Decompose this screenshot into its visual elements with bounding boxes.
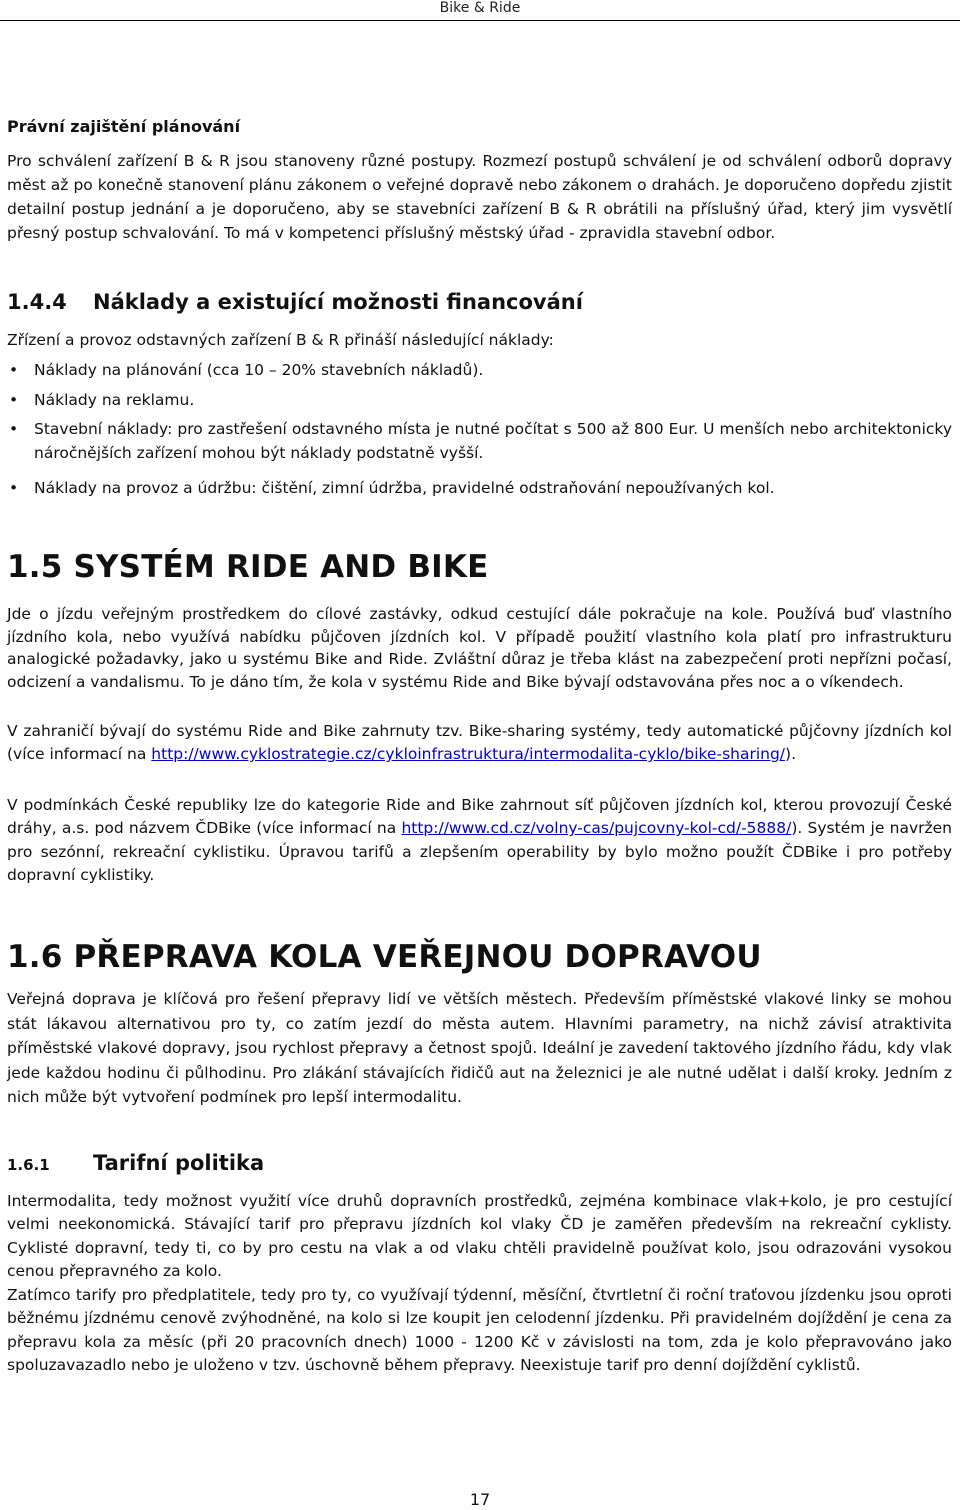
list-item: • Stavební náklady: pro zastřešení odstavného místa je nutné počítat s 500 až 800 Eur. U menších nebo architektonicky náročnějších zařízení mohou být náklady podstatně vyšší.: [7, 417, 952, 465]
section-heading-1-6-1: [7, 1149, 952, 1179]
section-heading-1-6: 1.6 PŘEPRAVA KOLA VEŘEJNOU DOPRAVOU: [7, 939, 762, 975]
paragraph-tariff-1: Intermodalita, tedy možnost využití více druhů dopravních prostředků, zejména kombinace vlak+kolo, je pro cestující velmi neekonomická. Stávající tarif pro přepravu jízdních kol vlaky ČD je zaměřen především na rekreační cyklisty. Cyklisté dopravní, tedy ti, co by pro cestu na vlak a od vlaku chtěli pravidelně používat kolo, jsou odrazováni vysokou cenou přepravného za kolo.: [7, 1192, 952, 1280]
section-number: 1.6.1: [7, 1156, 50, 1174]
page-number: 17: [469, 1490, 491, 1509]
paragraph-cdbike: V podmínkách České republiky lze do kategorie Ride and Bike zahrnout síť půjčoven jízdních kol, kterou provozují České dráhy, a.s. pod názvem ČDBike (více informací na http://www.cd.cz/volny-cas/pujcovny-kol-cd/-5888/). Systém je navržen pro sezónní, rekreační cyklistiku. Úpravou tarifů a zlepšením operability by bylo možno použít ČDBike i pro potřeby dopravní cyklistiky.: [7, 796, 952, 884]
bullet-icon: •: [9, 420, 19, 438]
paragraph-public-transport: Veřejná doprava je klíčová pro řešení přepravy lidí ve větších městech. Především příměstské vlakové linky se mohou stát lákavou alternativou pro ty, co zatím jezdí do města autem. Hlavními parametry, na nichž závisí atraktivita příměstské vlakové dopravy, jsou rychlost přepravy a četnost spojů. Ideální je zavedení taktového jízdního řádu, kdy vlak jede každou hodinu či půlhodinu. Pro zlákání stávajících řidičů aut na železnici je ale nutné udělat i další kroky. Jedním z nich může být vytvoření podmínek pro lepší intermodalitu.: [7, 990, 952, 1106]
section-heading-1-4-4: [7, 288, 952, 316]
section-title: Náklady a existující možnosti financování: [93, 290, 583, 314]
paragraph-legal: Pro schválení zařízení B & R jsou stanoveny různé postupy. Rozmezí postupů schválení je od schválení odborů dopravy měst až po konečně stanovení plánu zákonem o veřejné dopravě nebo zákonem o drahách. Je doporučeno dopředu zjistit detailní postup jednání a je doporučeno, aby se stavebníci zařízení B & R obrátili na příslušný úřad, který jim vysvětlí přesný postup schvalování. To má v kompetenci příslušný městský úřad - zpravidla stavební odbor.: [7, 152, 952, 242]
section-heading-1-5: 1.5 SYSTÉM RIDE AND BIKE: [7, 549, 489, 585]
paragraph-tariff-2: Zatímco tarify pro předplatitele, tedy pro ty, co využívají týdenní, měsíční, čtvrtletní či roční traťovou jízdenku jsou oproti běžnému jízdnému cenově zvýhodněné, na kolo si lze koupit jen celodenní jízdenku. Při pravidelném dojíždění je cena za přepravu kola za měsíc (při 20 pracovních dnech) 1000 - 1200 Kč v závislosti na tom, zda je kolo přepravováno jako spoluzavazadlo nebo je uloženo v tzv. úschovně během přepravy. Neexistuje tarif pro denní dojíždění cyklistů.: [7, 1286, 952, 1374]
section-number: 1.4.4: [7, 290, 67, 314]
bullet-icon: •: [9, 361, 19, 379]
paragraph-bike-sharing: V zahraničí bývají do systému Ride and Bike zahrnuty tzv. Bike-sharing systémy, tedy automatické půjčovny jízdních kol (více informací na http://www.cyklostrategie.cz/cykloinfrastruktura/intermodalita-cyklo/bike-sharing/).: [7, 722, 952, 764]
bullet-icon: •: [9, 479, 19, 497]
page-header: Bike & Ride: [439, 0, 521, 16]
header-divider: [0, 20, 960, 21]
cdbike-link[interactable]: http://www.cd.cz/volny-cas/pujcovny-kol-cd/-5888/: [401, 819, 792, 838]
section-title: Tarifní politika: [93, 1151, 265, 1175]
paragraph-costs-intro: Zřízení a provoz odstavných zařízení B & R přináší následující náklady:: [7, 331, 554, 349]
list-item: • Náklady na reklamu.: [7, 388, 952, 412]
list-item: • Náklady na plánování (cca 10 – 20% stavebních nákladů).: [7, 358, 952, 382]
cyklostrategie-link[interactable]: http://www.cyklostrategie.cz/cykloinfrastruktura/intermodalita-cyklo/bike-sharing/: [151, 745, 786, 764]
bullet-icon: •: [9, 391, 19, 409]
paragraph-ride-and-bike: Jde o jízdu veřejným prostředkem do cílové zastávky, odkud cestující dále pokračuje na kole. Používá buď vlastního jízdního kola, nebo využívá nabídku půjčoven jízdních kol. V případě použití vlastního kola platí pro infrastrukturu analogické požadavky, jako u systému Bike and Ride. Zvláštní důraz je třeba klást na zabezpečení proti nepřízni počasí, odcizení a vandalismu. To je dáno tím, že kola v systému Ride and Bike bývají odstavována přes noc a o víkendech.: [7, 605, 952, 691]
section-heading-legal: Právní zajištění plánování: [7, 117, 241, 136]
list-item: • Náklady na provoz a údržbu: čištění, zimní údržba, pravidelné odstraňování nepoužívaných kol.: [7, 476, 952, 500]
